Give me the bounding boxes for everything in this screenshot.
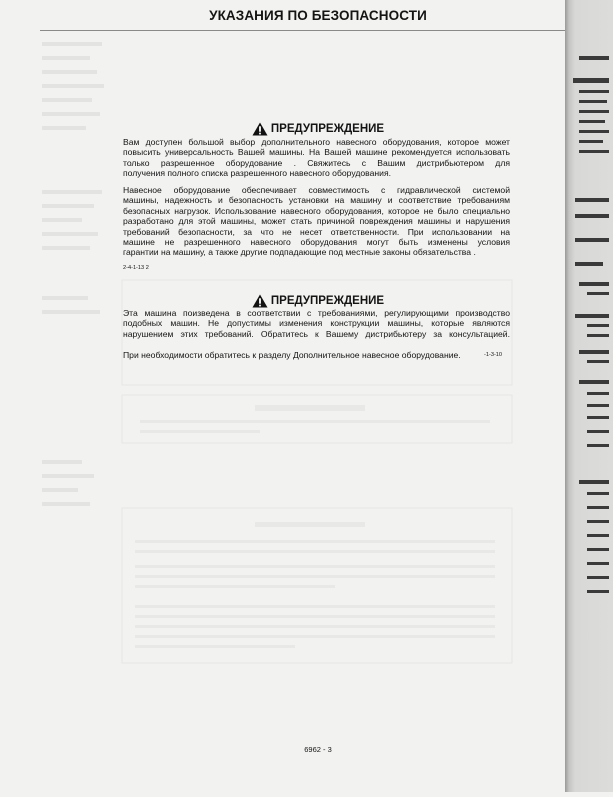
text-line: При необходимости обратитесь к разделу Дополнительное навесное оборудование. bbox=[123, 350, 461, 360]
text-line: Вам доступен большой выбор дополнительного навесного оборудования, которое может bbox=[123, 137, 510, 147]
text-line: гарантии на машину, а также другие подпадающие под местные законы обязательства . bbox=[123, 247, 476, 258]
text-line: Навесное оборудование обеспечивает совместимость с гидравлической системой bbox=[123, 185, 510, 195]
text-line: нарушением этих требований. Обратитесь к Вашему дистрибьютеру за консультацией. bbox=[123, 328, 510, 339]
text-line: повысить универсальность Вашей машины. На Вашей машине рекомендуется использовать bbox=[123, 147, 510, 158]
text-line: безопасных нагрузок. Использование навесного оборудования, которое не было специально bbox=[123, 205, 510, 216]
warning-paragraph bbox=[123, 308, 510, 339]
text-line: машины, надежность и безопасность установки на машину и соответствие требованиям bbox=[123, 195, 510, 206]
text-line: только разрешенное оборудование . Свяжитесь с Вашим дистрибьютером для bbox=[123, 157, 510, 168]
warning-triangle-icon bbox=[252, 294, 268, 308]
adjacent-page-edge bbox=[565, 0, 613, 792]
warning-paragraph bbox=[123, 185, 510, 258]
reference-code: 2-4-1-13 2 bbox=[123, 265, 149, 271]
reference-code: -1-3-10 bbox=[484, 352, 503, 358]
page-number: 6962 - 3 bbox=[304, 745, 332, 754]
warning-label: ПРЕДУПРЕЖДЕНИЕ bbox=[270, 294, 385, 307]
text-line: Эта машина поизведена в соответствии с требованиями, регулирующими производство bbox=[123, 308, 510, 318]
warning-triangle-icon bbox=[252, 122, 268, 136]
note-paragraph bbox=[123, 350, 510, 360]
page-title: УКАЗАНИЯ ПО БЕЗОПАСНОСТИ bbox=[209, 8, 427, 23]
warning-label: ПРЕДУПРЕЖДЕНИЕ bbox=[270, 122, 385, 135]
text-line: подобных машин. Не допустимы изменения конструкции машины, которые являются bbox=[123, 318, 510, 329]
adjacent-page-text-marks bbox=[565, 0, 613, 792]
text-line: разработано для этой машины, может стать причиной повреждения машины и нарушения bbox=[123, 216, 510, 227]
warning-heading bbox=[123, 293, 513, 308]
text-line: требований безопасности, за что не несет ответственности. При использовании на bbox=[123, 226, 510, 237]
text-line: машине не разрешенного навесного оборудования могут быть изменены условия bbox=[123, 236, 510, 247]
text-line: получения полного списка разрешенного навесного оборудования. bbox=[123, 168, 391, 179]
warning-heading bbox=[123, 121, 513, 136]
header-rule bbox=[40, 30, 565, 31]
warning-paragraph bbox=[123, 137, 510, 179]
